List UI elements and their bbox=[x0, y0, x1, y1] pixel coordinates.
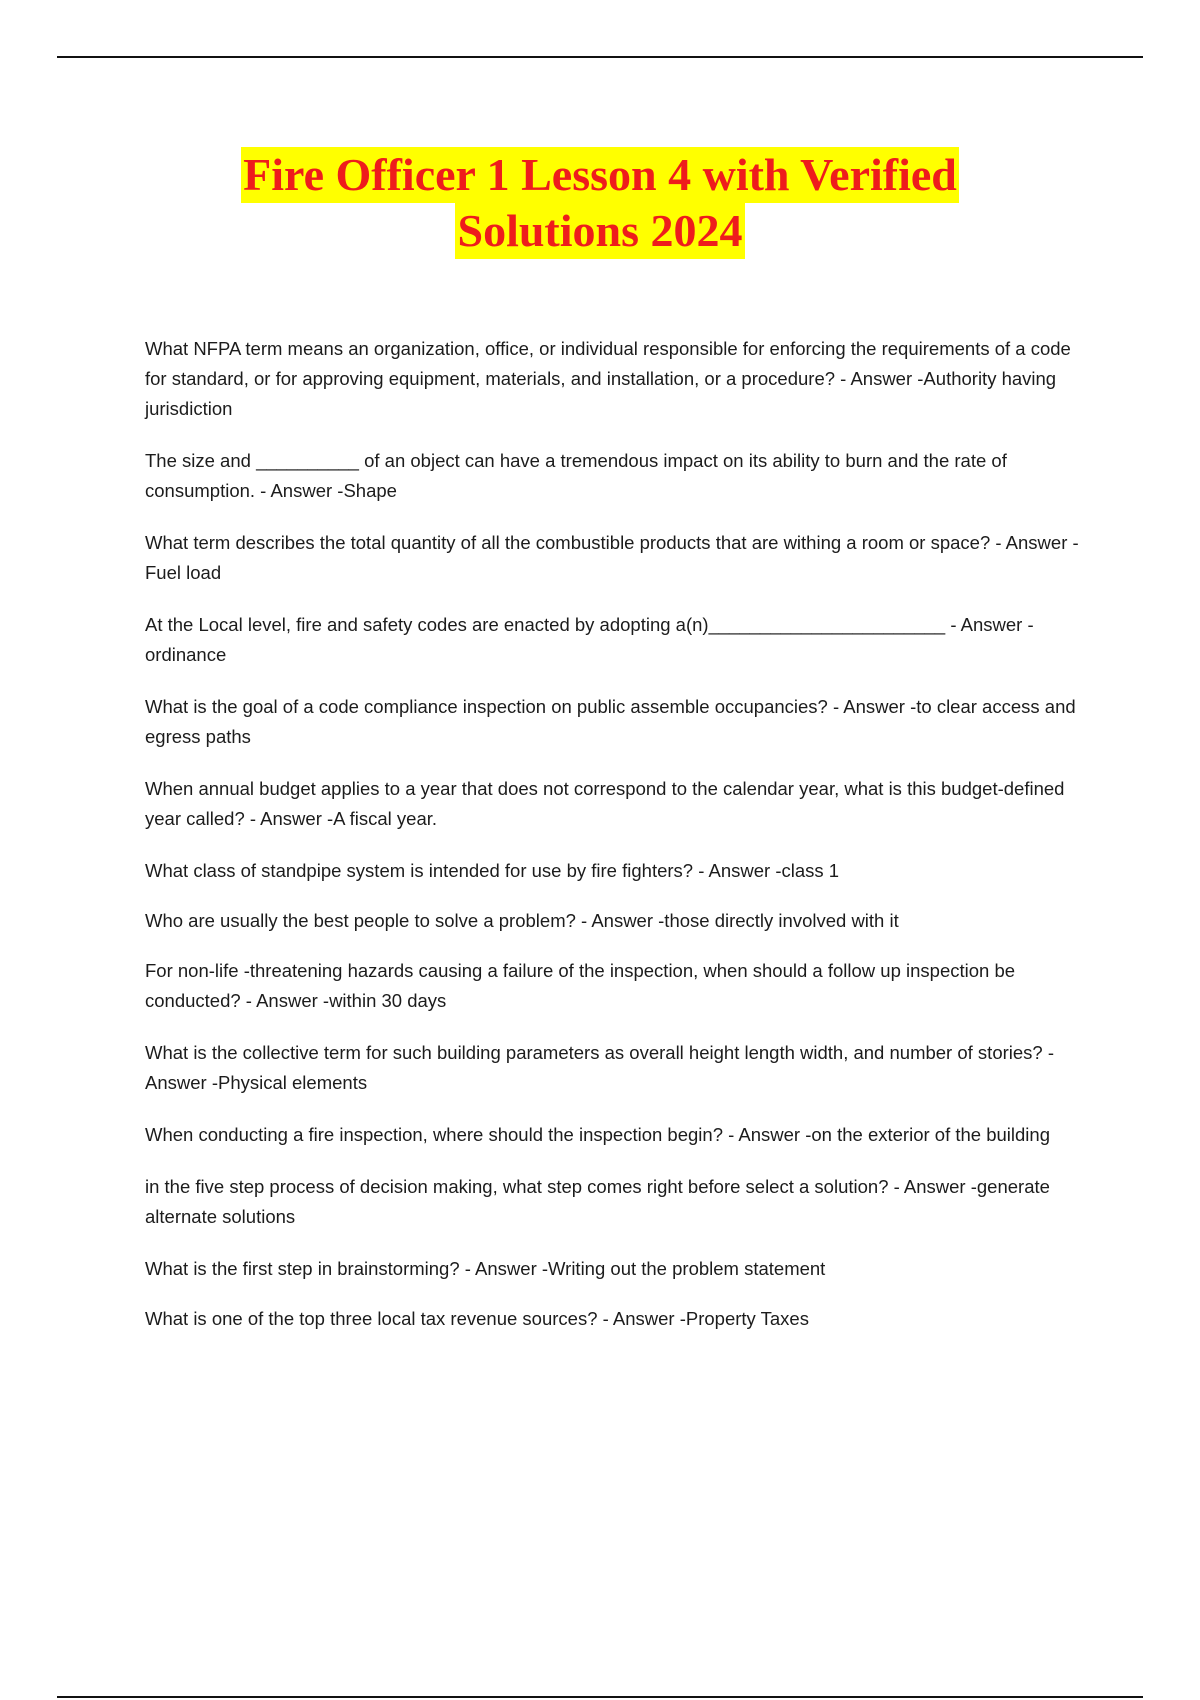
title-line-2: Solutions 2024 bbox=[455, 203, 744, 259]
qa-item: The size and __________ of an object can have a tremendous impact on its ability to burn and the rate of consumption. - Answer -Shape bbox=[145, 450, 1007, 501]
qa-item: At the Local level, fire and safety codes are enacted by adopting a(n)_______________________ - Answer -ordinance bbox=[145, 614, 1034, 665]
qa-item: What class of standpipe system is intended for use by fire fighters? - Answer -class 1 bbox=[145, 860, 840, 881]
qa-item: Who are usually the best people to solve a problem? - Answer -those directly involved with it bbox=[145, 910, 899, 931]
bottom-divider bbox=[57, 1696, 1143, 1698]
qa-item: What is the first step in brainstorming? - Answer -Writing out the problem statement bbox=[145, 1258, 826, 1279]
qa-item: What term describes the total quantity of all the combustible products that are withing a room or space? - Answer -Fuel load bbox=[145, 532, 1079, 583]
document-title bbox=[0, 147, 1200, 259]
qa-item: What is the goal of a code compliance inspection on public assemble occupancies? - Answer -to clear access and egress paths bbox=[145, 696, 1076, 747]
qa-item: What is the collective term for such building parameters as overall height length width, and number of stories? - Answer -Physical elements bbox=[145, 1042, 1055, 1093]
qa-item: in the five step process of decision making, what step comes right before select a solution? - Answer -generate alternate solutions bbox=[145, 1176, 1050, 1227]
top-divider bbox=[57, 56, 1143, 58]
qa-item: When annual budget applies to a year that does not correspond to the calendar year, what is this budget-defined year called? - Answer -A fiscal year. bbox=[145, 778, 1065, 829]
qa-item: What is one of the top three local tax revenue sources? - Answer -Property Taxes bbox=[145, 1308, 809, 1329]
qa-item: When conducting a fire inspection, where should the inspection begin? - Answer -on the exterior of the building bbox=[145, 1124, 1050, 1145]
qa-item: What NFPA term means an organization, office, or individual responsible for enforcing the requirements of a code for standard, or for approving equipment, materials, and installation, or a procedure? - Answer -Authority having jurisdiction bbox=[145, 338, 1071, 419]
title-line-1: Fire Officer 1 Lesson 4 with Verified bbox=[241, 147, 959, 203]
qa-item: For non-life -threatening hazards causing a failure of the inspection, when should a follow up inspection be conducted? - Answer -within 30 days bbox=[145, 960, 1016, 1011]
qa-list bbox=[145, 334, 1095, 1334]
